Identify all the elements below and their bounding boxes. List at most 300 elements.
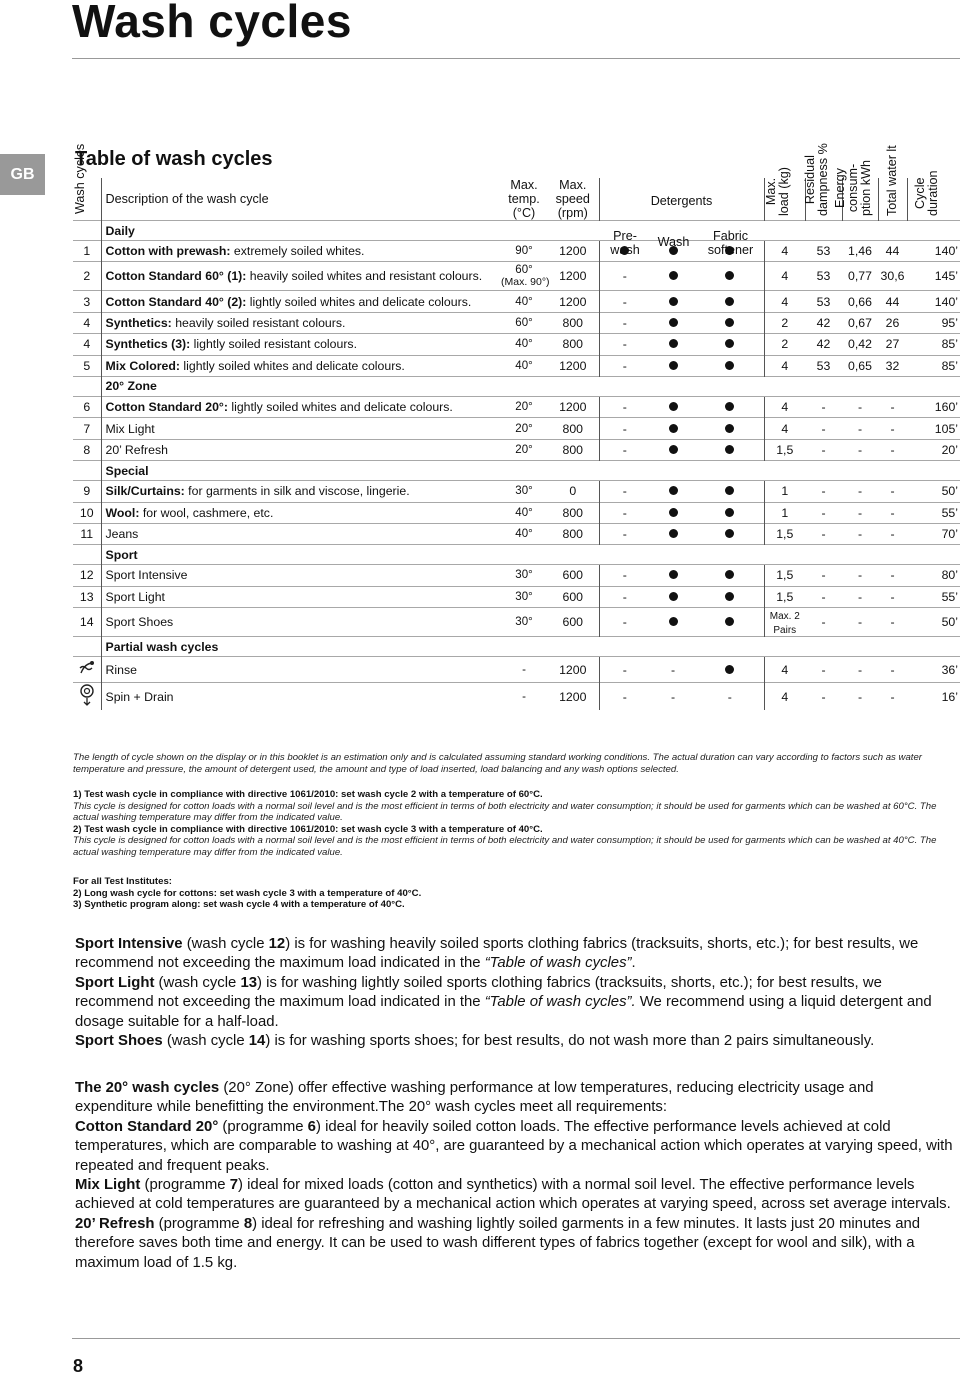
sport-light-paragraph: Sport Light (wash cycle 13) is for washing lightly soiled sports clothing fabrics (tracksuits, shorts, etc.); for best results, we recommend not exceeding the maximum load indicated in the “Table of wash cycles”. We recommend using a liquid detergent and dosage suitable for a half-load. <box>75 974 932 1030</box>
residual-dampness: - <box>805 683 842 711</box>
cycle-number: 1 <box>73 241 101 262</box>
dosage-dot-icon <box>725 665 734 674</box>
dosage-dot-icon <box>669 271 678 280</box>
total-water: 26 <box>878 312 907 333</box>
residual-dampness: - <box>805 657 842 683</box>
residual-dampness: - <box>805 502 842 523</box>
bottom-rule <box>72 1338 960 1339</box>
cycle-description <box>101 418 501 439</box>
max-speed: 800 <box>547 312 599 333</box>
sport-shoes-paragraph: Sport Shoes (wash cycle 14) is for washing sports shoes; for best results, do not wash more than 2 pairs simultaneously. <box>75 1033 875 1050</box>
cycle-number: 2 <box>73 262 101 291</box>
max-load <box>764 608 805 637</box>
max-load <box>764 396 805 417</box>
load-value: 4 <box>781 358 789 373</box>
wash <box>650 481 696 502</box>
max-temp <box>501 439 547 460</box>
cycle-detail: heavily soiled resistant colours. <box>171 315 346 330</box>
residual-dampness: 53 <box>805 241 842 262</box>
sport-paragraphs <box>75 935 955 1051</box>
institutes-title: For all Test Institutes: <box>73 876 172 887</box>
residual-dampness: 53 <box>805 355 842 376</box>
cycle-duration: 20’ <box>907 439 960 460</box>
cycle-name: Synthetics: <box>105 315 172 330</box>
cycle-duration: 140’ <box>907 241 960 262</box>
group-row <box>73 221 960 241</box>
max-temp <box>501 683 547 711</box>
header-max-speed: Max. speed (rpm) <box>555 178 590 220</box>
load-value: 4 <box>781 244 789 259</box>
energy-consumption: - <box>842 608 878 637</box>
load-value: 4 <box>781 689 789 704</box>
load-unit: Pairs <box>773 625 797 637</box>
group-spacer <box>73 637 101 657</box>
max-load <box>764 586 805 607</box>
cycle-duration: 105’ <box>907 418 960 439</box>
max-speed: 1200 <box>547 396 599 417</box>
note-1-text: This cycle is designed for cotton loads with a normal soil level and is the most efficient in terms of both electricity and water consumption; it should be used for garments which can be washed at 60°C. The actual washing temperature may differ from the indicated value. <box>73 800 937 824</box>
cycle-description <box>101 396 501 417</box>
cycle-detail: lightly soiled resistant colours. <box>190 337 357 352</box>
dosage-dot-icon <box>669 361 678 370</box>
cycle-description <box>101 523 501 544</box>
load-value: 1,5 <box>776 589 794 604</box>
cycle-detail: lightly soiled whites and delicate colours. <box>179 358 405 373</box>
cycle-name: 20’ Refresh <box>105 442 168 457</box>
fabric-softener <box>696 355 764 376</box>
temp-value: 60° <box>515 264 533 277</box>
fabric-softener <box>696 334 764 355</box>
cycle-duration: 70’ <box>907 523 960 544</box>
note-2-title: 2) Test wash cycle in compliance with directive 1061/2010: set wash cycle 3 with a temperature of 40°C. <box>73 823 543 835</box>
prewash: - <box>599 523 650 544</box>
wash <box>650 312 696 333</box>
residual-dampness: 53 <box>805 262 842 291</box>
total-water: 44 <box>878 291 907 312</box>
dosage-dot-icon <box>725 486 734 495</box>
max-temp <box>501 396 547 417</box>
energy-consumption: - <box>842 396 878 417</box>
cycle-description <box>101 657 501 683</box>
max-temp <box>501 523 547 544</box>
max-speed: 800 <box>547 502 599 523</box>
residual-dampness: - <box>805 523 842 544</box>
table-row <box>73 439 960 460</box>
table-row <box>73 355 960 376</box>
total-water: 44 <box>878 241 907 262</box>
note-1-title: 1) Test wash cycle in compliance with directive 1061/2010: set wash cycle 2 with a temperature of 60°C. <box>73 789 543 800</box>
dosage-dot-icon <box>669 424 678 433</box>
dosage-dot-icon <box>725 570 734 579</box>
group-spacer <box>73 221 101 241</box>
prewash: - <box>599 565 650 586</box>
cycle-name: Jeans <box>105 527 139 542</box>
cycle-duration: 80’ <box>907 565 960 586</box>
max-temp <box>501 608 547 637</box>
cycle-name: Mix Light <box>105 421 155 436</box>
table-row <box>73 418 960 439</box>
dosage-dot-icon <box>725 318 734 327</box>
max-load <box>764 312 805 333</box>
max-load <box>764 334 805 355</box>
dosage-dot-icon <box>669 529 678 538</box>
residual-dampness: 42 <box>805 312 842 333</box>
dosage-dot-icon <box>669 592 678 601</box>
cycle-duration: 50’ <box>907 608 960 637</box>
cycle-name: Spin + Drain <box>105 689 174 704</box>
cycle-detail: heavily soiled whites and resistant colours. <box>246 269 483 284</box>
max-temp <box>501 565 547 586</box>
load-value: 1 <box>781 484 789 499</box>
table-row <box>73 396 960 417</box>
header-max-load: Max. load (kg) <box>764 178 805 221</box>
group-row <box>73 376 960 396</box>
cycle-duration: 160’ <box>907 396 960 417</box>
fabric-softener <box>696 396 764 417</box>
institute-note-2: 2) Long wash cycle for cottons: set wash cycle 3 with a temperature of 40°C. <box>73 887 422 899</box>
group-row <box>73 637 960 657</box>
temp-value: 20° <box>515 422 533 435</box>
dosage-dot-icon <box>669 570 678 579</box>
max-load <box>764 683 805 711</box>
fabric-softener <box>696 439 764 460</box>
prewash: - <box>599 355 650 376</box>
load-value: 1,5 <box>776 568 794 583</box>
energy-consumption: - <box>842 565 878 586</box>
dosage-dot-icon <box>669 617 678 626</box>
energy-consumption: - <box>842 481 878 502</box>
max-temp <box>501 657 547 683</box>
temp-value: 40° <box>515 359 533 372</box>
temp-value: 30° <box>515 616 533 629</box>
prewash: - <box>599 439 650 460</box>
group-spacer <box>73 545 101 565</box>
total-water: 27 <box>878 334 907 355</box>
cycle-duration: 85’ <box>907 334 960 355</box>
institute-note-3: 3) Synthetic program along: set wash cycle 4 with a temperature of 40°C. <box>73 899 405 911</box>
max-load <box>764 657 805 683</box>
group-label: Sport <box>101 545 960 565</box>
load-value: 1 <box>781 505 789 520</box>
max-load <box>764 481 805 502</box>
dosage-dot-icon <box>725 297 734 306</box>
cycle-number: 7 <box>73 418 101 439</box>
max-load <box>764 439 805 460</box>
max-temp <box>501 262 550 291</box>
language-tab: GB <box>0 154 45 195</box>
max-load <box>764 355 805 376</box>
prewash: - <box>599 291 650 312</box>
max-temp <box>501 418 547 439</box>
group-spacer <box>73 461 101 481</box>
table-row <box>73 608 960 637</box>
max-speed: 800 <box>547 523 599 544</box>
cycle-number: 3 <box>73 291 101 312</box>
max-speed: 1200 <box>547 683 599 711</box>
energy-consumption: - <box>842 418 878 439</box>
max-speed: 800 <box>547 439 599 460</box>
cycle-name: Wool: <box>105 505 140 520</box>
dosage-dot-icon <box>725 424 734 433</box>
dosage-dot-icon <box>725 271 734 280</box>
wash <box>650 586 696 607</box>
prewash: - <box>599 586 650 607</box>
cycle-number: 8 <box>73 439 101 460</box>
energy-consumption: 0,67 <box>842 312 878 333</box>
temp-value: 20° <box>515 401 533 414</box>
wash <box>650 502 696 523</box>
header-max-temp: Max. temp. (°C) <box>508 178 540 220</box>
max-temp <box>501 481 547 502</box>
max-speed: 1200 <box>547 262 599 291</box>
load-value: 2 <box>781 315 789 330</box>
wash <box>650 418 696 439</box>
fabric-softener <box>696 418 764 439</box>
table-row <box>73 262 960 291</box>
page-title: Wash cycles <box>72 0 352 47</box>
duration-note: The length of cycle shown on the display or in this booklet is an estimation only and is calculated assuming standard working conditions. The actual duration can vary according to factors such as water temperature and pressure, the amount of detergent used, the amount and type of load inserted, load balancing and any wash options selected. <box>73 752 922 775</box>
group-spacer <box>73 376 101 396</box>
group-row <box>73 545 960 565</box>
cycle-number: 9 <box>73 481 101 502</box>
max-temp <box>501 241 547 262</box>
max-speed: 1200 <box>547 355 599 376</box>
cycle-detail: lightly soiled whites and delicate colours. <box>227 400 453 415</box>
max-speed: 600 <box>547 565 599 586</box>
total-water: - <box>878 657 907 683</box>
temp-value: 40° <box>515 506 533 519</box>
fabric-softener <box>696 502 764 523</box>
energy-consumption: - <box>842 586 878 607</box>
group-label: Partial wash cycles <box>101 637 960 657</box>
fabric-softener <box>696 586 764 607</box>
max-speed: 1200 <box>547 291 599 312</box>
wash <box>650 334 696 355</box>
dosage-dot-icon <box>725 592 734 601</box>
max-temp <box>501 502 547 523</box>
cycle-description <box>101 355 501 376</box>
row-icon-cell <box>73 683 101 711</box>
prewash: - <box>599 608 650 637</box>
section-title: Table of wash cycles <box>75 148 273 170</box>
cycle-detail: extremely soiled whites. <box>230 244 365 259</box>
cycle-description <box>101 502 501 523</box>
cycle-name: Cotton Standard 60° (1): <box>105 269 247 284</box>
test-notes <box>73 789 953 859</box>
max-temp <box>501 334 547 355</box>
header-wash-cycles: Wash cycles <box>73 143 87 214</box>
wash <box>650 262 696 291</box>
fabric-softener <box>696 262 764 291</box>
rinse-icon <box>77 666 97 680</box>
temp-value: 30° <box>515 590 533 603</box>
cycle-duration: 55’ <box>907 586 960 607</box>
energy-consumption: - <box>842 439 878 460</box>
temp-value: - <box>522 690 526 703</box>
max-speed: 600 <box>547 608 599 637</box>
cotton-20-paragraph: Cotton Standard 20° (programme 6) ideal for heavily soiled cotton loads. The effective performance levels achieved at cold temperatures, which are comparable to washing at 40°, are guaranteed by a mechanical action which operates at varying speed, with repeated and frequent peaks. <box>75 1118 953 1174</box>
prewash: - <box>599 657 650 683</box>
page-number: 8 <box>73 1356 84 1376</box>
cycle-description <box>101 439 501 460</box>
energy-consumption: - <box>842 657 878 683</box>
cycle-description <box>101 312 501 333</box>
total-water: - <box>878 502 907 523</box>
cycle-name: Synthetics (3): <box>105 337 191 352</box>
cycle-duration: 36’ <box>907 657 960 683</box>
total-water: 30,6 <box>878 262 907 291</box>
residual-dampness: - <box>805 396 842 417</box>
dosage-dot-icon <box>669 508 678 517</box>
temp-value: 40° <box>515 338 533 351</box>
cycle-name: Cotton Standard 20°: <box>105 400 228 415</box>
prewash: - <box>599 683 650 711</box>
cycle-name: Cotton Standard 40° (2): <box>105 294 247 309</box>
max-speed: 800 <box>547 418 599 439</box>
zone-paragraphs <box>75 1079 955 1273</box>
residual-dampness: - <box>805 439 842 460</box>
fabric-softener <box>696 565 764 586</box>
max-speed: 1200 <box>547 657 599 683</box>
load-value: 4 <box>781 400 789 415</box>
institutes-notes <box>73 876 953 911</box>
wash: - <box>650 657 696 683</box>
refresh-paragraph: 20’ Refresh (programme 8) ideal for refreshing and washing lightly soiled garments in a few minutes. It lasts just 20 minutes and therefore saves both time and energy. It can be used to wash different types of fabrics together (except for wool and silk), with a maximum load of 1.5 kg. <box>75 1215 921 1271</box>
cycle-duration: 55’ <box>907 502 960 523</box>
temp-value: 30° <box>515 569 533 582</box>
cycle-name: Sport Shoes <box>105 615 174 630</box>
cycle-description <box>101 334 501 355</box>
cycle-duration: 85’ <box>907 355 960 376</box>
temp-value: 90° <box>515 245 533 258</box>
fabric-softener <box>696 291 764 312</box>
cycle-name: Cotton with prewash: <box>105 244 231 259</box>
cycle-duration: 50’ <box>907 481 960 502</box>
header-total-water: Total water lt <box>878 178 907 221</box>
load-value: 1,5 <box>776 442 794 457</box>
dosage-dot-icon <box>669 402 678 411</box>
cycle-description <box>101 608 501 637</box>
wash: - <box>650 683 696 711</box>
cycle-number: 4 <box>73 312 101 333</box>
cycle-number: 6 <box>73 396 101 417</box>
prewash: - <box>599 262 650 291</box>
load-value: 4 <box>781 421 789 436</box>
table-row <box>73 481 960 502</box>
temp-value: - <box>522 663 526 676</box>
cycle-number: 11 <box>73 523 101 544</box>
max-load <box>764 565 805 586</box>
max-load <box>764 523 805 544</box>
cycle-duration: 95’ <box>907 312 960 333</box>
cycle-name: Silk/Curtains: <box>105 484 185 499</box>
max-load <box>764 418 805 439</box>
fabric-softener: - <box>696 683 764 711</box>
fabric-softener <box>696 657 764 683</box>
temp-value: 40° <box>515 295 533 308</box>
dosage-dot-icon <box>669 297 678 306</box>
max-temp <box>501 291 547 312</box>
max-load <box>764 502 805 523</box>
dosage-dot-icon <box>725 529 734 538</box>
load-value: Max. 2 <box>769 611 800 623</box>
max-speed: 0 <box>547 481 599 502</box>
table-row <box>73 334 960 355</box>
total-water: - <box>878 565 907 586</box>
dosage-dot-icon <box>669 318 678 327</box>
table-row <box>73 312 960 333</box>
residual-dampness: - <box>805 586 842 607</box>
table-row <box>73 586 960 607</box>
energy-consumption: 0,66 <box>842 291 878 312</box>
cycle-number: 13 <box>73 586 101 607</box>
header-energy: Energy consum- ption kWh <box>842 178 878 221</box>
dosage-dot-icon <box>725 361 734 370</box>
group-row <box>73 461 960 481</box>
residual-dampness: - <box>805 565 842 586</box>
dosage-dot-icon <box>725 617 734 626</box>
energy-consumption: 0,42 <box>842 334 878 355</box>
wash <box>650 396 696 417</box>
prewash: - <box>599 481 650 502</box>
max-load <box>764 262 805 291</box>
dosage-dot-icon <box>669 339 678 348</box>
dosage-dot-icon <box>725 339 734 348</box>
cycle-duration: 145’ <box>907 262 960 291</box>
wash <box>650 608 696 637</box>
residual-dampness: 42 <box>805 334 842 355</box>
residual-dampness: 53 <box>805 291 842 312</box>
total-water: - <box>878 418 907 439</box>
total-water: - <box>878 523 907 544</box>
temp-value: 60° <box>515 316 533 329</box>
group-label: 20° Zone <box>101 376 960 396</box>
dosage-dot-icon <box>725 402 734 411</box>
energy-consumption: - <box>842 502 878 523</box>
cycle-detail: lightly soiled whites and delicate colours. <box>246 294 472 309</box>
dosage-dot-icon <box>725 508 734 517</box>
prewash: - <box>599 418 650 439</box>
temp-max-value: (Max. 90°) <box>501 276 550 289</box>
cycle-name: Rinse <box>105 662 137 677</box>
prewash: - <box>599 396 650 417</box>
row-icon-cell <box>73 657 101 683</box>
total-water: - <box>878 481 907 502</box>
load-value: 4 <box>781 662 789 677</box>
cycle-number: 10 <box>73 502 101 523</box>
load-value: 4 <box>781 294 789 309</box>
table-row <box>73 241 960 262</box>
cycle-duration: 16’ <box>907 683 960 711</box>
prewash: - <box>599 502 650 523</box>
table-row <box>73 523 960 544</box>
group-label: Special <box>101 461 960 481</box>
table-row <box>73 291 960 312</box>
energy-consumption: - <box>842 523 878 544</box>
total-water: - <box>878 439 907 460</box>
max-speed: 1200 <box>547 241 599 262</box>
sport-intensive-paragraph: Sport Intensive (wash cycle 12) is for washing heavily soiled sports clothing fabrics (tracksuits, shorts, etc.); for best results, we recommend not exceeding the maximum load indicated in the “Table of wash cycles”. <box>75 936 919 972</box>
table-row <box>73 683 960 711</box>
header-description: Description of the wash cycle <box>101 178 501 221</box>
dosage-dot-icon <box>725 445 734 454</box>
spin-drain-icon <box>77 696 97 710</box>
energy-consumption: 0,65 <box>842 355 878 376</box>
cycle-description <box>101 586 501 607</box>
cycle-description <box>101 241 501 262</box>
cycle-name: Sport Light <box>105 589 165 604</box>
cycle-description <box>101 262 501 291</box>
